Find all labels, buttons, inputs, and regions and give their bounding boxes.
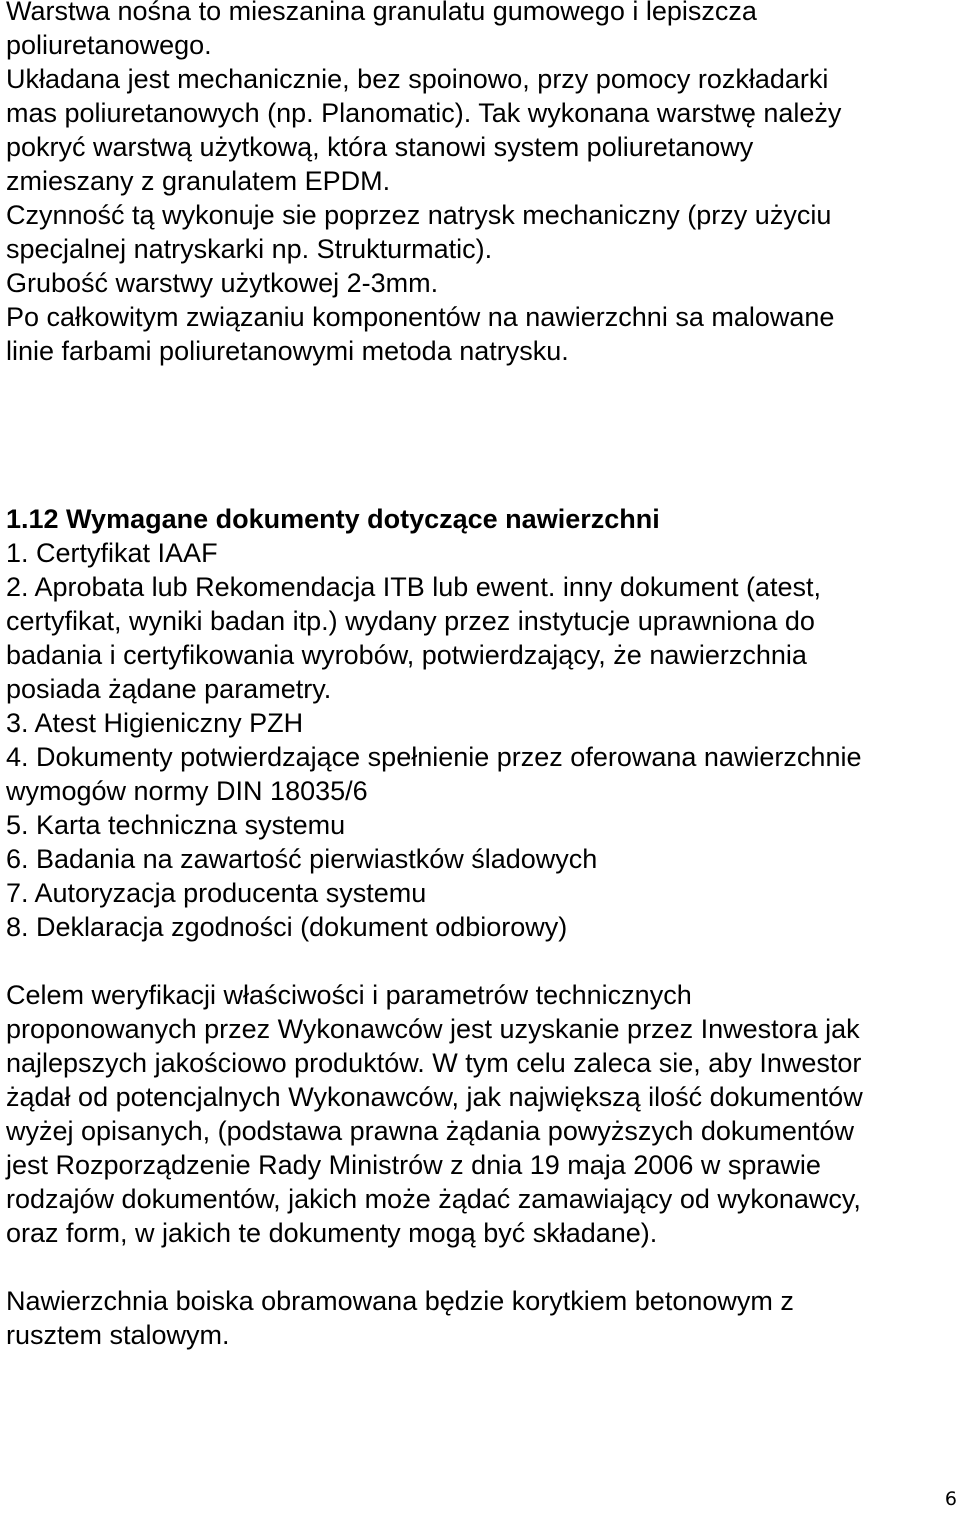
text-line: proponowanych przez Wykonawców jest uzyskanie przez Inwestora jak	[6, 1014, 860, 1044]
spacer	[6, 1250, 956, 1284]
list-item: 2. Aprobata lub Rekomendacja ITB lub ewent. inny dokument (atest,	[6, 572, 821, 602]
list-item: posiada żądane parametry.	[6, 674, 332, 704]
text-line: wyżej opisanych, (podstawa prawna żądania powyższych dokumentów	[6, 1116, 854, 1146]
list-item: 3. Atest Higieniczny PZH	[6, 708, 304, 738]
text-line: żądał od potencjalnych Wykonawców, jak największą ilość dokumentów	[6, 1082, 863, 1112]
list-item: 1. Certyfikat IAAF	[6, 538, 218, 568]
spacer	[6, 368, 956, 502]
text-line: Po całkowitym związaniu komponentów na nawierzchni sa malowane	[6, 302, 835, 332]
documents-section	[6, 502, 956, 944]
intro-paragraph	[6, 0, 956, 368]
text-line: Czynność tą wykonuje sie poprzez natrysk mechaniczny (przy użyciu	[6, 200, 832, 230]
text-line: Celem weryfikacji właściwości i parametrów technicznych	[6, 980, 692, 1010]
list-item: certyfikat, wyniki badan itp.) wydany przez instytucje uprawniona do	[6, 606, 815, 636]
section-heading: 1.12 Wymagane dokumenty dotyczące nawierzchni	[6, 504, 660, 534]
list-item: badania i certyfikowania wyrobów, potwierdzający, że nawierzchnia	[6, 640, 807, 670]
list-item: 7. Autoryzacja producenta systemu	[6, 878, 427, 908]
text-line: Nawierzchnia boiska obramowana będzie korytkiem betonowym z	[6, 1286, 794, 1316]
document-page	[6, 0, 956, 1352]
text-line: poliuretanowego.	[6, 30, 212, 60]
text-line: zmieszany z granulatem EPDM.	[6, 166, 391, 196]
text-line: specjalnej natryskarki np. Strukturmatic).	[6, 234, 493, 264]
list-item: 5. Karta techniczna systemu	[6, 810, 346, 840]
text-line: rodzajów dokumentów, jakich może żądać zamawiający od wykonawcy,	[6, 1184, 861, 1214]
text-line: Warstwa nośna to mieszanina granulatu gumowego i lepiszcza	[6, 0, 757, 26]
list-item: 4. Dokumenty potwierdzające spełnienie przez oferowana nawierzchnie	[6, 742, 862, 772]
text-line: linie farbami poliuretanowymi metoda natrysku.	[6, 336, 569, 366]
page-number: 6	[944, 1488, 957, 1510]
list-item: 8. Deklaracja zgodności (dokument odbiorowy)	[6, 912, 568, 942]
list-item: wymogów normy DIN 18035/6	[6, 776, 368, 806]
list-item: 6. Badania na zawartość pierwiastków śladowych	[6, 844, 598, 874]
verification-paragraph	[6, 978, 956, 1250]
text-line: jest Rozporządzenie Rady Ministrów z dnia 19 maja 2006 w sprawie	[6, 1150, 821, 1180]
text-line: Grubość warstwy użytkowej 2-3mm.	[6, 268, 439, 298]
text-line: Układana jest mechanicznie, bez spoinowo, przy pomocy rozkładarki	[6, 64, 829, 94]
text-line: oraz form, w jakich te dokumenty mogą być składane).	[6, 1218, 658, 1248]
text-line: pokryć warstwą użytkową, która stanowi system poliuretanowy	[6, 132, 754, 162]
text-line: rusztem stalowym.	[6, 1320, 230, 1350]
closing-paragraph	[6, 1284, 956, 1352]
spacer	[6, 944, 956, 978]
text-line: mas poliuretanowych (np. Planomatic). Tak wykonana warstwę należy	[6, 98, 842, 128]
text-line: najlepszych jakościowo produktów. W tym celu zaleca sie, aby Inwestor	[6, 1048, 862, 1078]
